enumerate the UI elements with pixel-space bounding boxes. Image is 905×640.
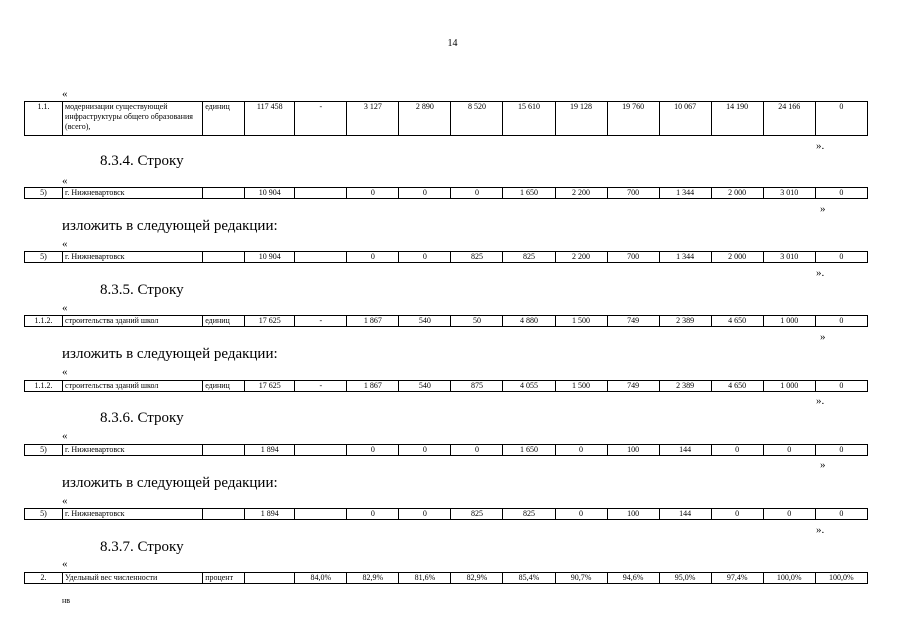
unit-cell: единиц bbox=[203, 316, 245, 327]
amendment-table bbox=[24, 380, 868, 392]
close-quote: » bbox=[820, 203, 826, 215]
row-number-cell: 5) bbox=[25, 509, 63, 520]
row-number-cell: 1.1.2. bbox=[25, 381, 63, 392]
total-cell bbox=[245, 573, 295, 584]
col-2021-cell: 100,0% bbox=[763, 573, 815, 584]
row-number-cell: 1.1. bbox=[25, 102, 63, 136]
row-number-cell: 5) bbox=[25, 252, 63, 263]
col-2016-cell: 1 650 bbox=[503, 188, 555, 199]
table-row bbox=[25, 252, 868, 263]
section-heading: 8.3.6. Строку bbox=[100, 410, 184, 426]
amendment-table bbox=[24, 251, 868, 263]
col-2016-cell: 4 055 bbox=[503, 381, 555, 392]
open-quote: « bbox=[62, 558, 68, 570]
col-2022-cell: 0 bbox=[815, 316, 867, 327]
col-2016-cell: 85,4% bbox=[503, 573, 555, 584]
table-row bbox=[25, 445, 868, 456]
col-2022-cell: 0 bbox=[815, 509, 867, 520]
col-2022-cell: 0 bbox=[815, 252, 867, 263]
col-2021-cell: 3 010 bbox=[763, 188, 815, 199]
close-quote: ». bbox=[816, 524, 825, 536]
row-number-cell: 2. bbox=[25, 573, 63, 584]
amendment-table bbox=[24, 572, 868, 584]
col-2012-cell bbox=[295, 509, 347, 520]
page-number: 14 bbox=[447, 38, 458, 49]
col-2014-cell: 0 bbox=[399, 252, 451, 263]
col-2022-cell: 0 bbox=[815, 188, 867, 199]
col-2022-cell: 100,0% bbox=[815, 573, 867, 584]
table-row bbox=[25, 188, 868, 199]
col-2021-cell: 3 010 bbox=[763, 252, 815, 263]
close-quote: ». bbox=[816, 140, 825, 152]
col-2013-cell: 1 867 bbox=[347, 316, 399, 327]
name-cell: строительства зданий школ bbox=[63, 316, 203, 327]
col-2012-cell: - bbox=[295, 102, 347, 136]
unit-cell: единиц bbox=[203, 102, 245, 136]
unit-cell bbox=[203, 252, 245, 263]
name-cell: модернизации существующей инфраструктуры общего образования (всего), bbox=[63, 102, 203, 136]
col-2016-cell: 825 bbox=[503, 252, 555, 263]
total-cell: 117 458 bbox=[245, 102, 295, 136]
name-cell: Удельный вес численности bbox=[63, 573, 203, 584]
open-quote: « bbox=[62, 302, 68, 314]
amend-instruction: изложить в следующей редакции: bbox=[62, 475, 278, 491]
col-2017-cell: 19 128 bbox=[555, 102, 607, 136]
col-2018-cell: 100 bbox=[607, 445, 659, 456]
col-2013-cell: 82,9% bbox=[347, 573, 399, 584]
amendment-table bbox=[24, 444, 868, 456]
unit-cell bbox=[203, 445, 245, 456]
col-2014-cell: 0 bbox=[399, 188, 451, 199]
col-2017-cell: 2 200 bbox=[555, 188, 607, 199]
col-2012-cell bbox=[295, 252, 347, 263]
col-2017-cell: 0 bbox=[555, 445, 607, 456]
col-2022-cell: 0 bbox=[815, 445, 867, 456]
row-number-cell: 5) bbox=[25, 188, 63, 199]
col-2015-cell: 0 bbox=[451, 445, 503, 456]
col-2018-cell: 100 bbox=[607, 509, 659, 520]
col-2016-cell: 1 650 bbox=[503, 445, 555, 456]
open-quote: « bbox=[62, 430, 68, 442]
table-row bbox=[25, 573, 868, 584]
col-2019-cell: 144 bbox=[659, 445, 711, 456]
col-2019-cell: 1 344 bbox=[659, 188, 711, 199]
col-2020-cell: 4 650 bbox=[711, 316, 763, 327]
col-2012-cell bbox=[295, 445, 347, 456]
unit-cell: процент bbox=[203, 573, 245, 584]
col-2020-cell: 0 bbox=[711, 509, 763, 520]
col-2013-cell: 0 bbox=[347, 252, 399, 263]
section-heading: 8.3.5. Строку bbox=[100, 282, 184, 298]
col-2015-cell: 8 520 bbox=[451, 102, 503, 136]
col-2014-cell: 540 bbox=[399, 316, 451, 327]
footer-text: нв bbox=[62, 596, 71, 605]
col-2013-cell: 3 127 bbox=[347, 102, 399, 136]
col-2021-cell: 1 000 bbox=[763, 381, 815, 392]
table-row bbox=[25, 381, 868, 392]
col-2017-cell: 1 500 bbox=[555, 381, 607, 392]
total-cell: 10 904 bbox=[245, 252, 295, 263]
close-quote: ». bbox=[816, 267, 825, 279]
col-2019-cell: 144 bbox=[659, 509, 711, 520]
row-number-cell: 5) bbox=[25, 445, 63, 456]
open-quote: « bbox=[62, 495, 68, 507]
col-2020-cell: 4 650 bbox=[711, 381, 763, 392]
amend-instruction: изложить в следующей редакции: bbox=[62, 346, 278, 362]
col-2015-cell: 825 bbox=[451, 509, 503, 520]
col-2021-cell: 24 166 bbox=[763, 102, 815, 136]
name-cell: строительства зданий школ bbox=[63, 381, 203, 392]
col-2020-cell: 0 bbox=[711, 445, 763, 456]
col-2020-cell: 2 000 bbox=[711, 252, 763, 263]
col-2015-cell: 0 bbox=[451, 188, 503, 199]
col-2013-cell: 0 bbox=[347, 509, 399, 520]
name-cell: г. Нижневартовск bbox=[63, 252, 203, 263]
amendment-table bbox=[24, 187, 868, 199]
col-2017-cell: 1 500 bbox=[555, 316, 607, 327]
total-cell: 17 625 bbox=[245, 381, 295, 392]
table-row bbox=[25, 509, 868, 520]
col-2020-cell: 2 000 bbox=[711, 188, 763, 199]
row-number-cell: 1.1.2. bbox=[25, 316, 63, 327]
col-2019-cell: 95,0% bbox=[659, 573, 711, 584]
col-2014-cell: 0 bbox=[399, 509, 451, 520]
col-2015-cell: 825 bbox=[451, 252, 503, 263]
col-2012-cell: 84,0% bbox=[295, 573, 347, 584]
col-2018-cell: 700 bbox=[607, 188, 659, 199]
name-cell: г. Нижневартовск bbox=[63, 188, 203, 199]
col-2014-cell: 540 bbox=[399, 381, 451, 392]
col-2019-cell: 2 389 bbox=[659, 316, 711, 327]
col-2021-cell: 1 000 bbox=[763, 316, 815, 327]
col-2014-cell: 81,6% bbox=[399, 573, 451, 584]
col-2018-cell: 749 bbox=[607, 316, 659, 327]
col-2015-cell: 875 bbox=[451, 381, 503, 392]
col-2020-cell: 14 190 bbox=[711, 102, 763, 136]
col-2012-cell: - bbox=[295, 381, 347, 392]
col-2018-cell: 700 bbox=[607, 252, 659, 263]
col-2018-cell: 94,6% bbox=[607, 573, 659, 584]
unit-cell bbox=[203, 188, 245, 199]
col-2015-cell: 50 bbox=[451, 316, 503, 327]
col-2016-cell: 4 880 bbox=[503, 316, 555, 327]
close-quote: » bbox=[820, 331, 826, 343]
col-2022-cell: 0 bbox=[815, 381, 867, 392]
open-quote: « bbox=[62, 88, 68, 100]
amendment-table bbox=[24, 508, 868, 520]
amendment-table bbox=[24, 101, 868, 136]
col-2012-cell: - bbox=[295, 316, 347, 327]
section-heading: 8.3.4. Строку bbox=[100, 153, 184, 169]
col-2022-cell: 0 bbox=[815, 102, 867, 136]
col-2014-cell: 0 bbox=[399, 445, 451, 456]
unit-cell: единиц bbox=[203, 381, 245, 392]
col-2016-cell: 825 bbox=[503, 509, 555, 520]
open-quote: « bbox=[62, 366, 68, 378]
unit-cell bbox=[203, 509, 245, 520]
col-2017-cell: 90,7% bbox=[555, 573, 607, 584]
open-quote: « bbox=[62, 238, 68, 250]
col-2015-cell: 82,9% bbox=[451, 573, 503, 584]
name-cell: г. Нижневартовск bbox=[63, 445, 203, 456]
open-quote: « bbox=[62, 175, 68, 187]
col-2014-cell: 2 890 bbox=[399, 102, 451, 136]
col-2019-cell: 1 344 bbox=[659, 252, 711, 263]
table-row bbox=[25, 316, 868, 327]
col-2013-cell: 0 bbox=[347, 445, 399, 456]
close-quote: ». bbox=[816, 395, 825, 407]
col-2017-cell: 2 200 bbox=[555, 252, 607, 263]
col-2018-cell: 19 760 bbox=[607, 102, 659, 136]
col-2019-cell: 2 389 bbox=[659, 381, 711, 392]
table-row bbox=[25, 102, 868, 136]
col-2021-cell: 0 bbox=[763, 509, 815, 520]
col-2012-cell bbox=[295, 188, 347, 199]
total-cell: 17 625 bbox=[245, 316, 295, 327]
col-2017-cell: 0 bbox=[555, 509, 607, 520]
col-2019-cell: 10 067 bbox=[659, 102, 711, 136]
section-heading: 8.3.7. Строку bbox=[100, 539, 184, 555]
total-cell: 1 894 bbox=[245, 509, 295, 520]
amendment-table bbox=[24, 315, 868, 327]
col-2013-cell: 1 867 bbox=[347, 381, 399, 392]
total-cell: 10 904 bbox=[245, 188, 295, 199]
name-cell: г. Нижневартовск bbox=[63, 509, 203, 520]
amend-instruction: изложить в следующей редакции: bbox=[62, 218, 278, 234]
total-cell: 1 894 bbox=[245, 445, 295, 456]
col-2020-cell: 97,4% bbox=[711, 573, 763, 584]
close-quote: » bbox=[820, 459, 826, 471]
col-2021-cell: 0 bbox=[763, 445, 815, 456]
col-2016-cell: 15 610 bbox=[503, 102, 555, 136]
col-2018-cell: 749 bbox=[607, 381, 659, 392]
col-2013-cell: 0 bbox=[347, 188, 399, 199]
